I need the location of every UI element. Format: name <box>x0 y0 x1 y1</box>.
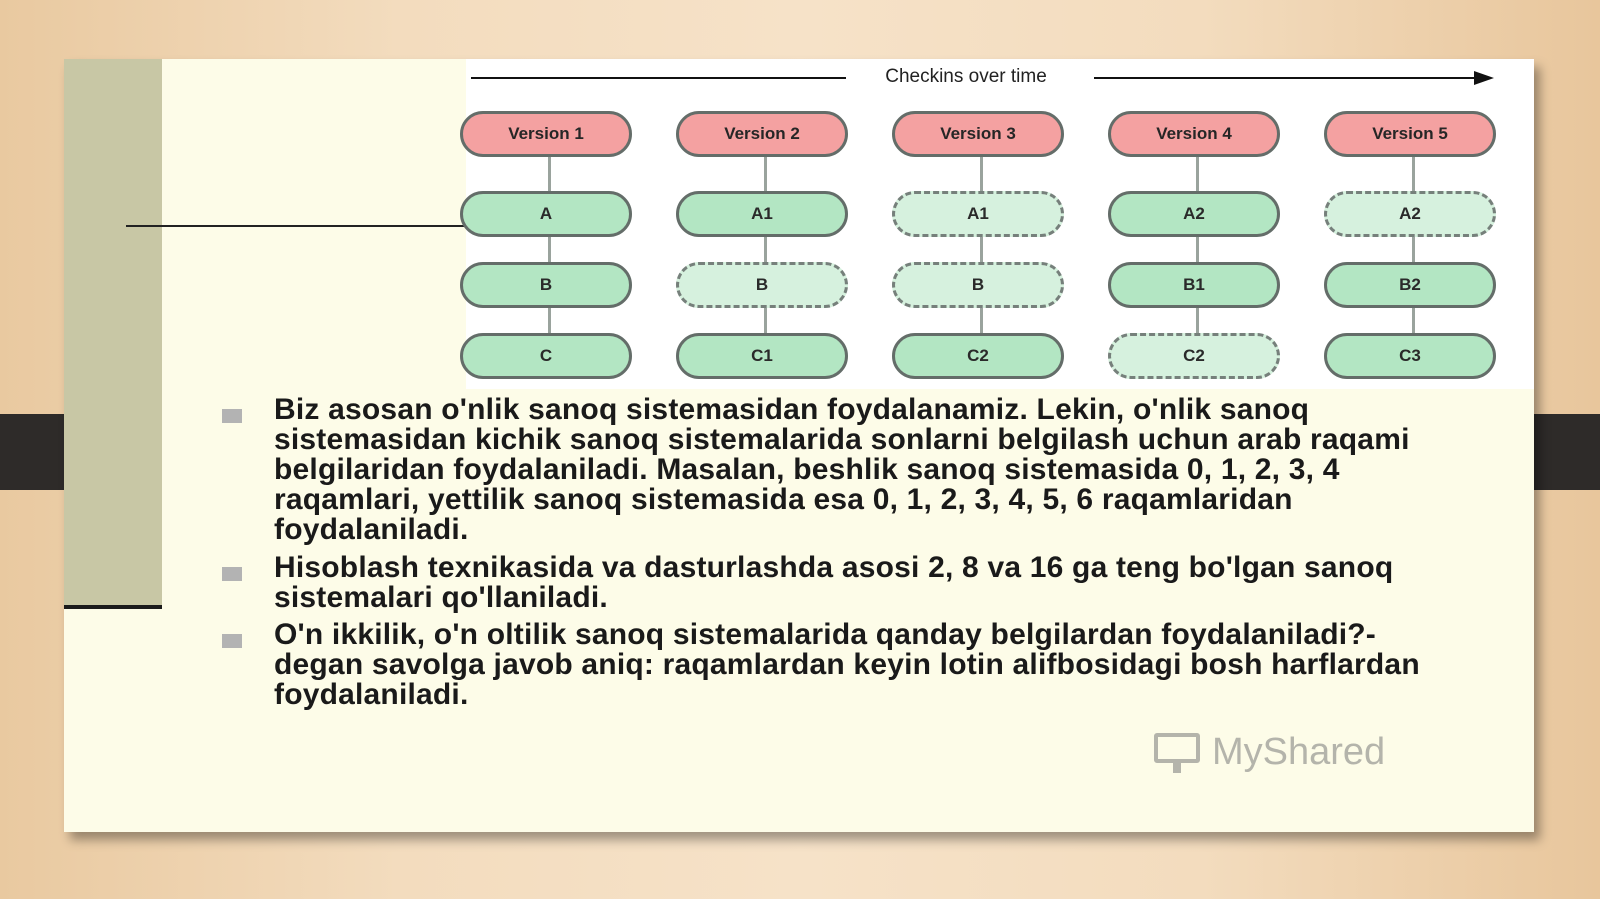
side-decoration-line <box>64 605 162 609</box>
file-node: A <box>460 191 632 237</box>
bullet-square-icon <box>222 409 242 423</box>
slide <box>64 59 1534 832</box>
version-node: Version 5 <box>1324 111 1496 157</box>
version-node: Version 4 <box>1108 111 1280 157</box>
file-node-unchanged: C2 <box>1108 333 1280 379</box>
version-column <box>892 111 1070 386</box>
file-node: C <box>460 333 632 379</box>
file-node-unchanged: A2 <box>1324 191 1496 237</box>
bullet-text: Biz asosan o'nlik sanoq sistemasidan foydalanamiz. Lekin, o'nlik sanoq sistemasidan kichik sanoq sistemalarida sonlarni belgilash uchun arab raqami belgilaridan foydalaniladi. Masalan, beshlik sanoq sistemasida 0, 1, 2, 3, 4 raqamlari, yettilik sanoq sistemasida esa 0, 1, 2, 3, 4, 5, 6 raqamlaridan foydalaniladi. <box>274 393 1410 546</box>
timeline-arrow-icon <box>1474 71 1494 85</box>
version-node: Version 2 <box>676 111 848 157</box>
bullet-item <box>220 395 1470 545</box>
version-diagram <box>466 59 1534 389</box>
bullet-item <box>220 553 1470 613</box>
file-node: B1 <box>1108 262 1280 308</box>
timeline-line-left <box>471 77 846 79</box>
file-node-unchanged: B <box>892 262 1064 308</box>
bullet-text: Hisoblash texnikasida va dasturlashda asosi 2, 8 va 16 ga teng bo'lgan sanoq sistemalari qo'llaniladi. <box>274 551 1394 614</box>
bullet-item <box>220 620 1470 710</box>
version-column <box>1324 111 1502 386</box>
watermark-text: MyShared <box>1212 731 1386 773</box>
file-node: B <box>460 262 632 308</box>
file-node: C3 <box>1324 333 1496 379</box>
bullet-square-icon <box>222 634 242 648</box>
bullet-square-icon <box>222 567 242 581</box>
file-node-unchanged: B <box>676 262 848 308</box>
watermark <box>1154 731 1385 774</box>
version-column <box>460 111 638 386</box>
bullet-list <box>220 395 1470 710</box>
bullet-text: O'n ikkilik, o'n oltilik sanoq sistemalarida qanday belgilardan foydalaniladi?- degan savolga javob aniq: raqamlardan keyin lotin alifbosidagi bosh harflardan foydalaniladi. <box>274 618 1420 711</box>
file-node: A1 <box>676 191 848 237</box>
file-node: C2 <box>892 333 1064 379</box>
version-column <box>676 111 854 386</box>
timeline-line-right <box>1094 77 1479 79</box>
timeline-label: Checkins over time <box>885 66 1047 87</box>
file-node: A2 <box>1108 191 1280 237</box>
version-node: Version 3 <box>892 111 1064 157</box>
side-decoration-bar <box>64 59 162 607</box>
file-node: C1 <box>676 333 848 379</box>
file-node-unchanged: A1 <box>892 191 1064 237</box>
presentation-screen-icon <box>1154 733 1200 773</box>
version-column <box>1108 111 1286 386</box>
horizontal-rule <box>126 225 466 227</box>
file-node: B2 <box>1324 262 1496 308</box>
version-node: Version 1 <box>460 111 632 157</box>
